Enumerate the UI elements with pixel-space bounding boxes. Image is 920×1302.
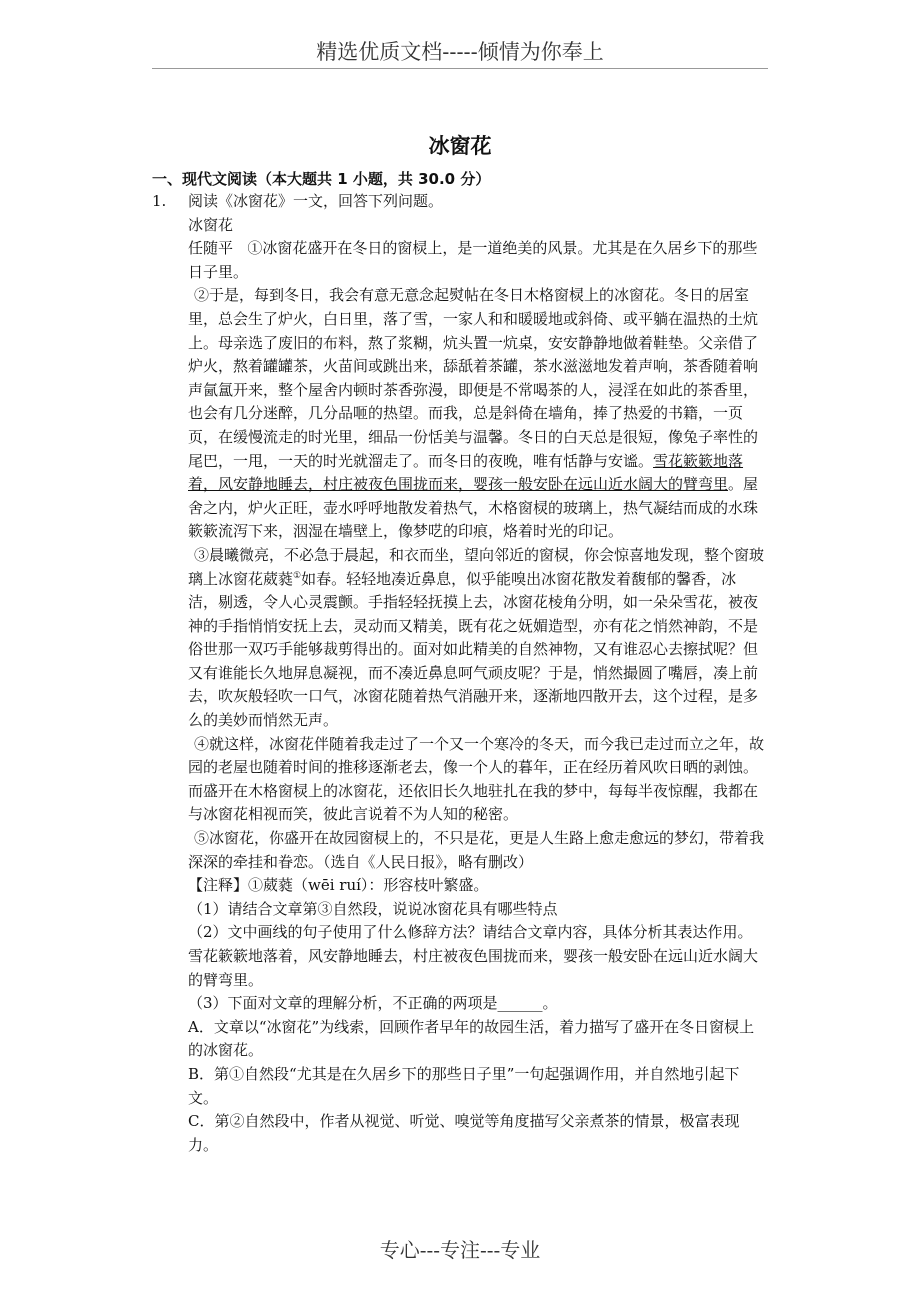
paragraph-1 xyxy=(188,237,766,284)
option-a: A．文章以“冰窗花”为线索，回顾作者早年的故园生活，着力描写了盛开在冬日窗棂上的冰窗花。 xyxy=(188,1017,755,1060)
section-heading: 一、现代文阅读（本大题共 1 小题，共 30.0 分） xyxy=(152,170,491,188)
page-header: 精选优质文档-----倾情为你奉上 xyxy=(316,40,604,64)
document-title: 冰窗花 xyxy=(428,134,492,158)
paragraph-3-part-b: 如春。轻轻地凑近鼻息，似乎能嗅出冰窗花散发着馥郁的馨香，冰洁，剔透，令人心灵震颤。手指轻轻抚摸上去，冰窗花棱角分明，如一朵朵雪花，被夜神的手指悄悄安抚上去，灵动而又精美，既有花之妩媚造型，亦有花之悄然神韵，不是俗世那一双巧手能够裁剪得出的。面对如此精美的自然神物，又有谁忍心去擦拭呢？但又有谁能长久地屏息凝视，而不凑近鼻息呵气顽皮呢？于是，悄然撮圆了嘴唇，凑上前去，吹灰般轻吹一口气，冰窗花随着热气消融开来，逐渐地四散开去，这个过程，是多么的美妙而悄然无声。 xyxy=(188,569,759,730)
paragraph-3-part-a: ③晨曦微亮，不必急于晨起，和衣而坐，望向邻近的窗棂，你会惊喜地发现，整个窗玻璃上冰窗花葳蕤 xyxy=(188,545,765,588)
question-prompt: 阅读《冰窗花》一文，回答下列问题。 xyxy=(188,192,444,210)
header-divider xyxy=(152,68,768,69)
paragraph-1-text: ①冰窗花盛开在冬日的窗棂上，是一道绝美的风景。尤其是在久居乡下的那些日子里。 xyxy=(188,239,758,281)
essay-title: 冰窗花 xyxy=(188,215,234,234)
option-c: C．第②自然段中，作者从视觉、听觉、嗅觉等角度描写父亲煮茶的情景，极富表现力。 xyxy=(188,1112,740,1154)
question-number: 1. xyxy=(152,192,167,210)
option-b: B．第①自然段“尤其是在久居乡下的那些日子里”一句起强调作用，并自然地引起下文。 xyxy=(188,1064,740,1107)
sub-question-2-quote: 雪花簌簌地落着，风安静地睡去，村庄被夜色围拢而来，婴孩一般安卧在远山近水阔大的臂弯里。 xyxy=(188,947,759,989)
underlined-sentence: 雪花簌簌地落着，风安静地睡去，村庄被夜色围拢而来，婴孩一般安卧在远山近水阔大的臂弯里 xyxy=(188,451,744,494)
author: 任随平 xyxy=(188,239,234,258)
annotation-note: 【注释】①葳蕤（wēi ruí）：形容枝叶繁盛。 xyxy=(188,876,489,895)
sub-question-2: （2）文中画线的句子使用了什么修辞方法？请结合文章内容，具体分析其表达作用。 xyxy=(188,923,753,942)
paragraph-4: ④就这样，冰窗花伴随着我走过了一个又一个寒冷的冬天，而今我已走过而立之年，故园的老屋也随着时间的推移逐渐老去，像一个人的暮年，正在经历着风吹日晒的剥蚀。而盛开在木格窗棂上的冰窗花，还依旧长久地驻扎在我的梦中，每每半夜惊醒，我都在与冰窗花相视而笑，彼此言说着不为人知的秘密。 xyxy=(188,734,765,824)
paragraph-3 xyxy=(188,544,766,733)
paragraph-2-part-b: 。屋舍之内，炉火正旺，壶水呼呼地散发着热气，木格窗棂的玻璃上，热气凝结而成的水珠簌簌流泻下来，洇湿在墙壁上，像梦呓的印痕，烙着时光的印记。 xyxy=(188,475,759,541)
footnote-marker: ① xyxy=(293,570,302,581)
sub-question-1: （1）请结合文章第③自然段，说说冰窗花具有哪些特点 xyxy=(188,899,558,918)
page-footer: 专心---专注---专业 xyxy=(379,1238,541,1262)
question-body xyxy=(152,190,766,1157)
paragraph-5: ⑤冰窗花，你盛开在故园窗棂上的，不只是花，更是人生路上愈走愈远的梦幻，带着我深深的牵挂和眷恋。（选自《人民日报》，略有删改） xyxy=(188,829,765,871)
paragraph-2 xyxy=(188,284,766,544)
sub-question-3: （3）下面对文章的理解分析，不正确的两项是______。 xyxy=(188,994,558,1013)
paragraph-2-part-a: ②于是，每到冬日，我会有意无意念起熨帖在冬日木格窗棂上的冰窗花。冬日的居室里，总会生了炉火，白日里，落了雪，一家人和和暖暖地或斜倚、或平躺在温热的土炕上。母亲选了废旧的布料，熬了浆糊，炕头置一炕桌，安安静静地做着鞋垫。父亲借了炉火，熬着罐罐茶，火苗间或跳出来，舔舐着茶罐，茶水滋滋地发着声响，茶香随着响声氤氲开来，整个屋舍内顿时茶香弥漫，即便是不常喝茶的人，浸淫在如此的茶香里，也会有几分迷醉，几分品咂的热望。而我，总是斜倚在墙角，捧了热爱的书籍，一页页，在缓慢流走的时光里，细品一份恬美与温馨。冬日的白天总是很短，像兔子率性的尾巴，一甩，一天的时光就溜走了。而冬日的夜晚，唯有恬静与安谧。 xyxy=(188,286,759,470)
